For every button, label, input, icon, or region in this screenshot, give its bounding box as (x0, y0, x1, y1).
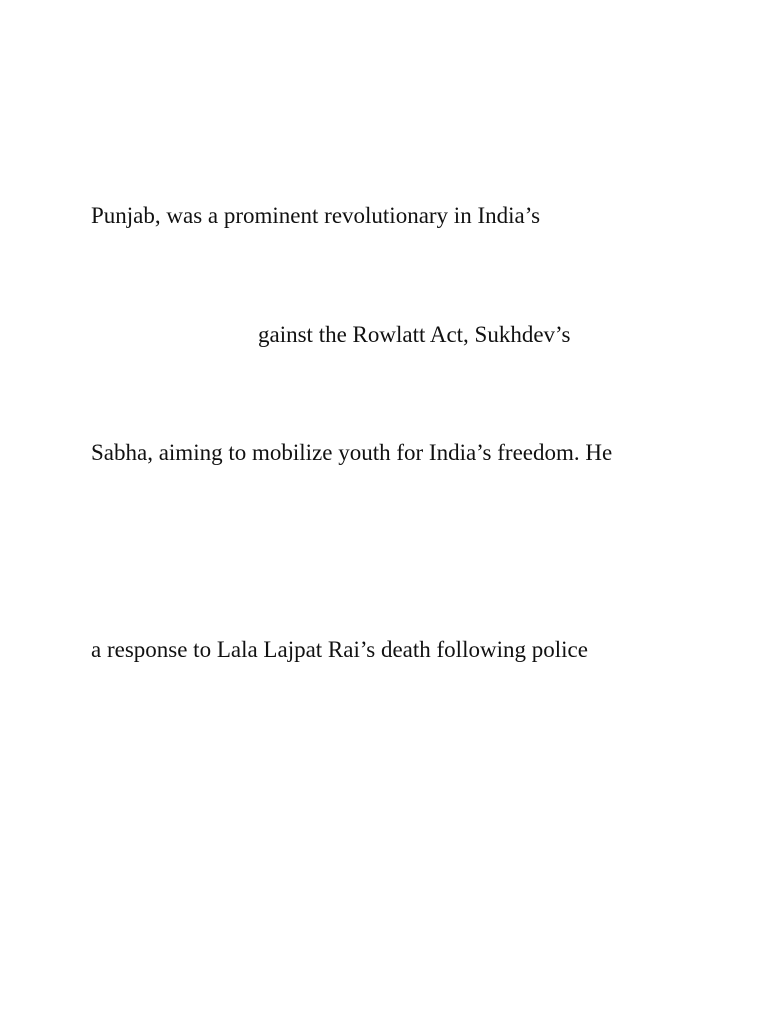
text-line-3: Sabha, aiming to mobilize youth for India’s freedom. He (91, 440, 613, 465)
text-line-1: Punjab, was a prominent revolutionary in India’s (91, 203, 541, 228)
text-line-2: gainst the Rowlatt Act, Sukhdev’s (258, 322, 571, 347)
text-line-4: a response to Lala Lajpat Rai’s death following police (91, 637, 588, 662)
